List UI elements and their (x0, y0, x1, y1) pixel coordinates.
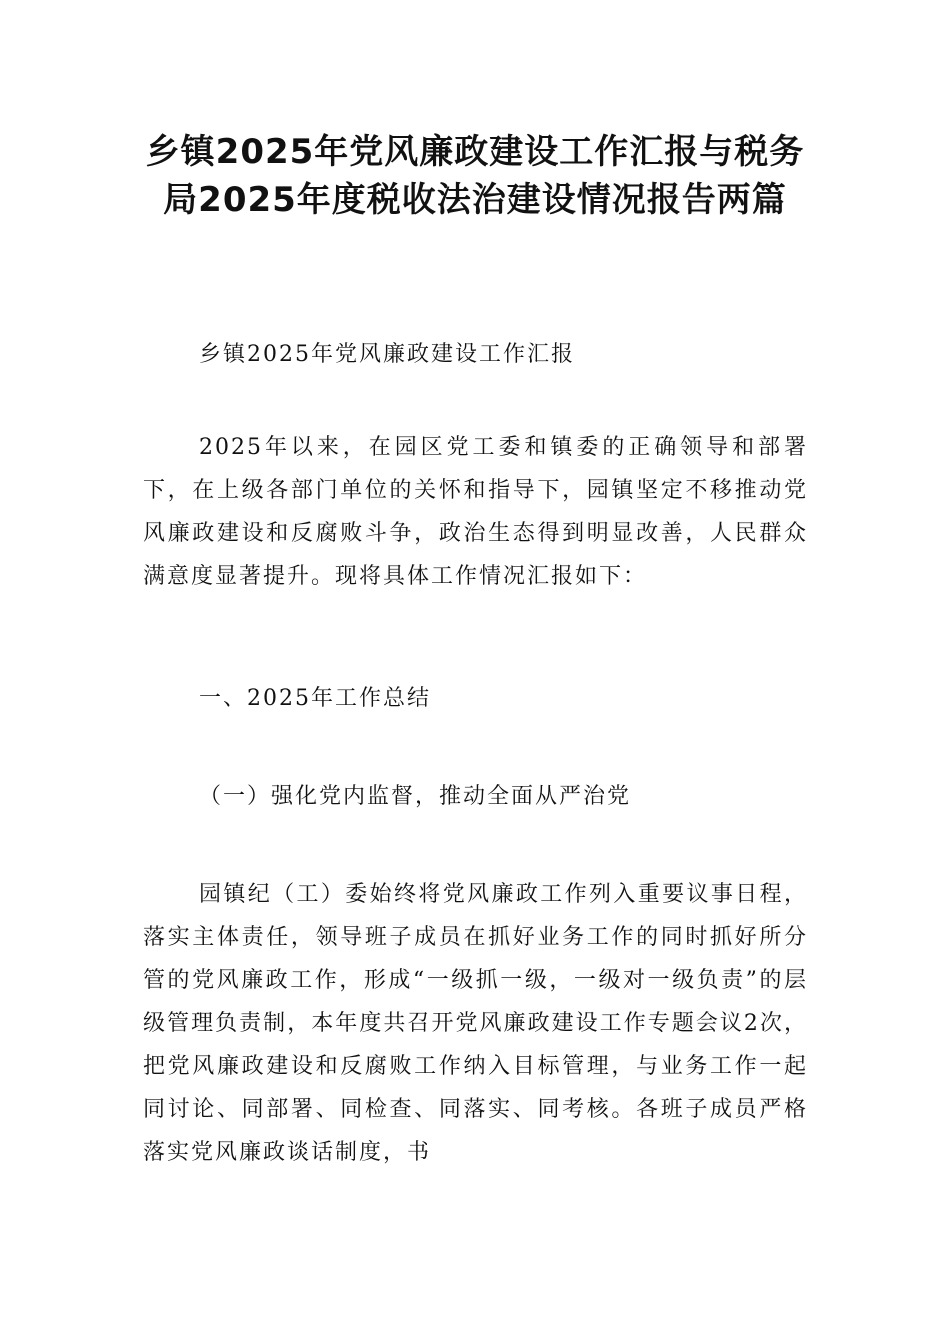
body-paragraph-supervision: 园镇纪（工）委始终将党风廉政工作列入重要议事日程，落实主体责任，领导班子成员在抓好业务工作的同时抓好所分管的党风廉政工作，形成“一级抓一级，一级对一级负责”的层级管理负责制，本年度共召开党风廉政建设工作专题会议2次，把党风廉政建设和反腐败工作纳入目标管理，与业务工作一起同讨论、同部署、同检查、同落实、同考核。各班子成员严格落实党风廉政谈话制度，书 (143, 882, 808, 1165)
report-subtitle: 乡镇2025年党风廉政建设工作汇报 (199, 342, 575, 367)
document-title (120, 128, 830, 224)
intro-paragraph: 2025年以来，在园区党工委和镇委的正确领导和部署下，在上级各部门单位的关怀和指导下，园镇坚定不移推动党风廉政建设和反腐败斗争，政治生态得到明显改善，人民群众满意度显著提升。现将具体工作情况汇报如下： (143, 435, 808, 589)
section-heading-summary: 一、2025年工作总结 (199, 686, 431, 711)
subsection-heading-supervision: （一）强化党内监督，推动全面从严治党 (199, 784, 632, 809)
document-title-line-2: 局2025年度税收法治建设情况报告两篇 (163, 180, 787, 220)
document-title-line-1: 乡镇2025年党风廉政建设工作汇报与税务 (145, 132, 805, 172)
